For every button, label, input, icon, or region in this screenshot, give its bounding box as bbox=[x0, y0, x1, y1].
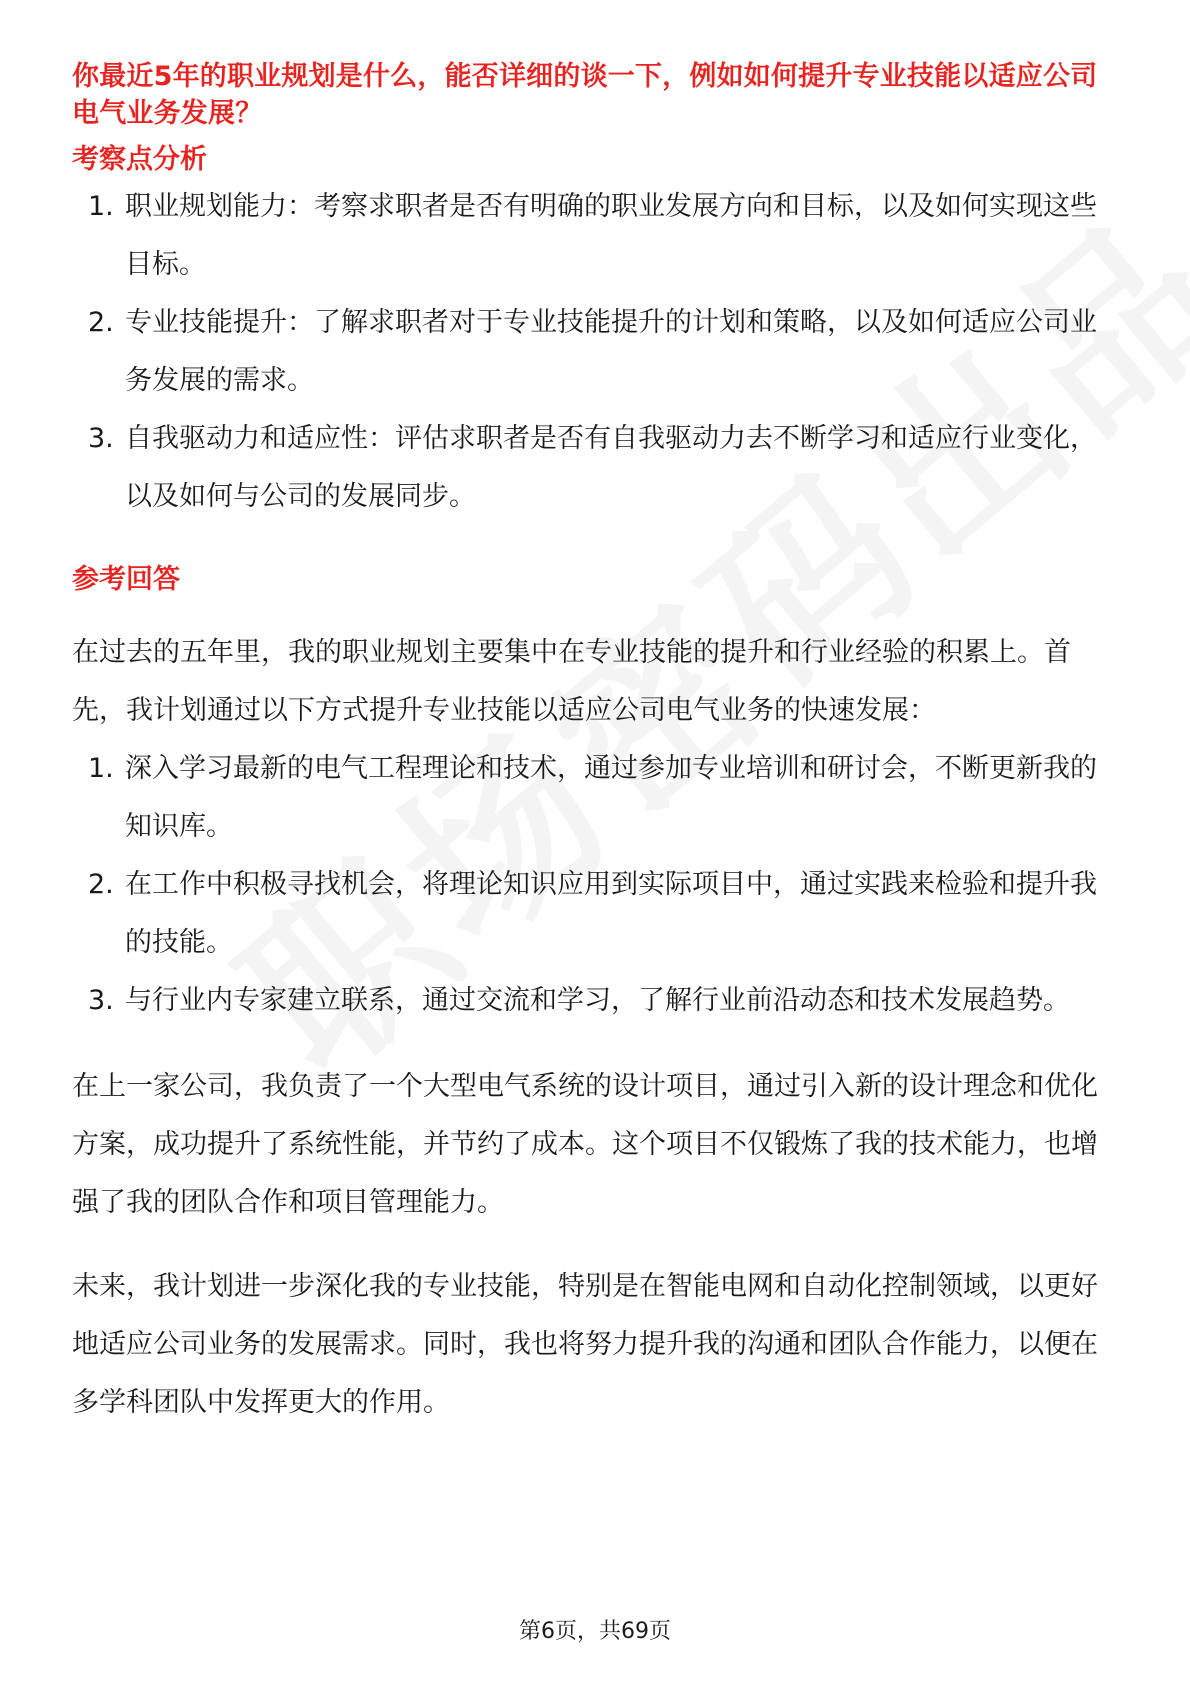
analysis-list bbox=[72, 178, 1122, 526]
list-text: 与行业内专家建立联系，通过交流和学习，了解行业前沿动态和技术发展趋势。 bbox=[125, 985, 1070, 1016]
list-item bbox=[72, 410, 1122, 526]
list-text: 深入学习最新的电气工程理论和技术，通过参加专业培训和研讨会，不断更新我的知识库。 bbox=[125, 753, 1097, 842]
list-number: 1. bbox=[88, 191, 114, 222]
list-number: 2. bbox=[88, 307, 114, 338]
list-item bbox=[72, 972, 1122, 1030]
answer-title: 参考回答 bbox=[72, 564, 180, 595]
answer-intro: 在过去的五年里，我的职业规划主要集中在专业技能的提升和行业经验的积累上。首先，我计划通过以下方式提升专业技能以适应公司电气业务的快速发展： bbox=[72, 637, 1071, 726]
answer-list bbox=[72, 740, 1122, 1030]
list-number: 3. bbox=[88, 985, 114, 1016]
list-text: 专业技能提升：了解求职者对于专业技能提升的计划和策略，以及如何适应公司业务发展的需求。 bbox=[125, 307, 1097, 396]
analysis-title: 考察点分析 bbox=[72, 144, 207, 175]
list-text: 自我驱动力和适应性：评估求职者是否有自我驱动力去不断学习和适应行业变化，以及如何与公司的发展同步。 bbox=[125, 423, 1097, 512]
list-text: 在工作中积极寻找机会，将理论知识应用到实际项目中，通过实践来检验和提升我的技能。 bbox=[125, 869, 1097, 958]
list-item bbox=[72, 856, 1122, 972]
answer-paragraph-future: 未来，我计划进一步深化我的专业技能，特别是在智能电网和自动化控制领域，以更好地适应公司业务的发展需求。同时，我也将努力提升我的沟通和团队合作能力，以便在多学科团队中发挥更大的作用。 bbox=[72, 1271, 1098, 1418]
question-heading: 你最近5年的职业规划是什么，能否详细的谈一下，例如如何提升专业技能以适应公司电气业务发展？ bbox=[72, 61, 1098, 129]
answer-paragraph-experience: 在上一家公司，我负责了一个大型电气系统的设计项目，通过引入新的设计理念和优化方案，成功提升了系统性能，并节约了成本。这个项目不仅锻炼了我的技术能力，也增强了我的团队合作和项目管理能力。 bbox=[72, 1071, 1098, 1218]
page-number: 第6页，共69页 bbox=[519, 1619, 671, 1644]
document-page bbox=[72, 58, 1122, 1432]
list-number: 1. bbox=[88, 753, 114, 784]
list-item bbox=[72, 740, 1122, 856]
list-text: 职业规划能力：考察求职者是否有明确的职业发展方向和目标，以及如何实现这些目标。 bbox=[125, 191, 1097, 280]
list-number: 3. bbox=[88, 423, 114, 454]
list-item bbox=[72, 294, 1122, 410]
list-number: 2. bbox=[88, 869, 114, 900]
list-item bbox=[72, 178, 1122, 294]
